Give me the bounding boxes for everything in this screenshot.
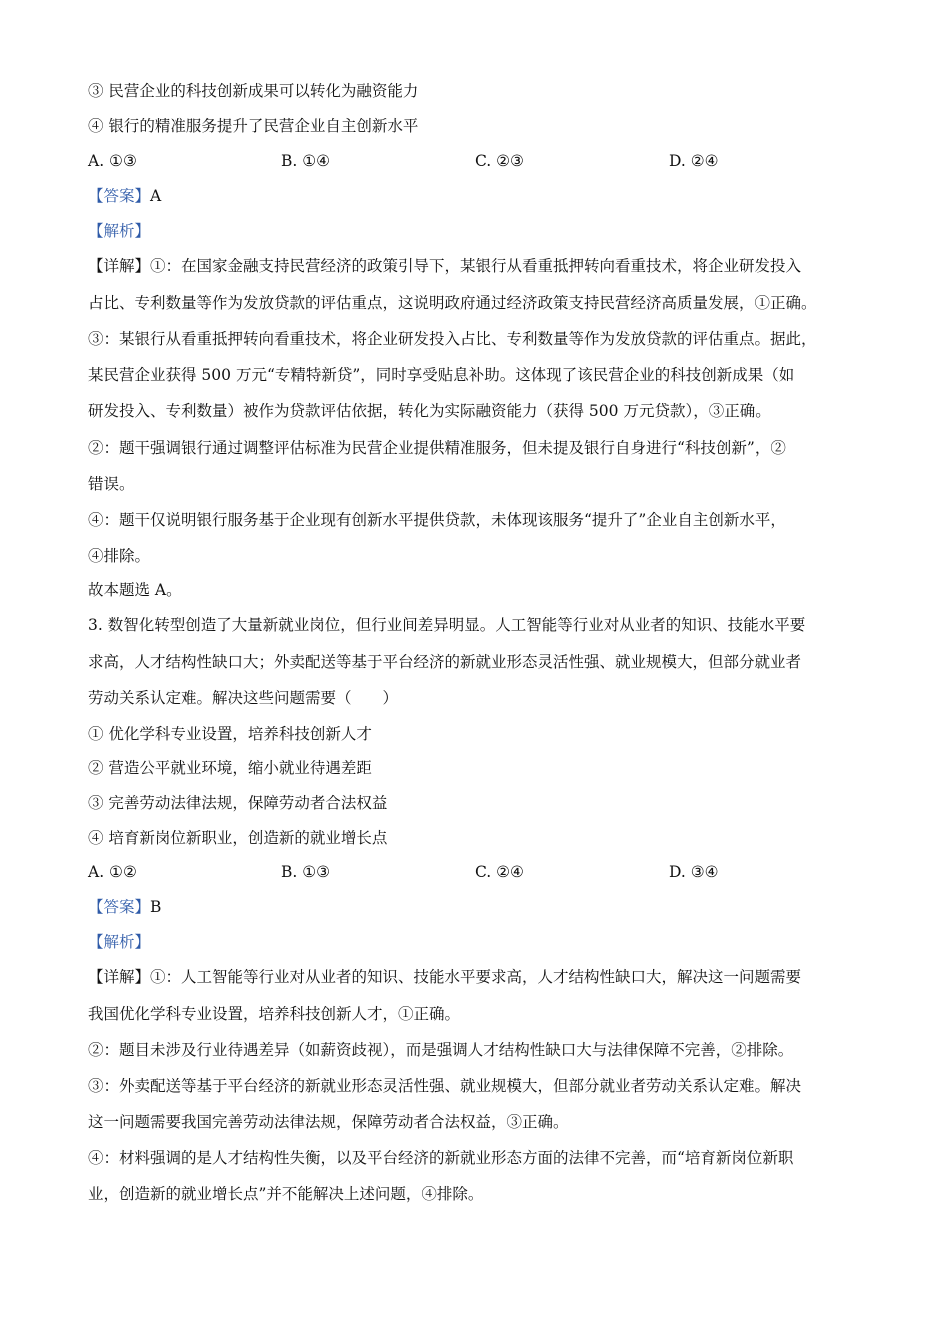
q2-option-a: A. ①③: [88, 152, 137, 170]
q3-option-b: B. ①③: [281, 863, 331, 881]
answer-tag: 【答案】: [88, 187, 151, 205]
q2-detail-line: ④排除。: [88, 547, 151, 565]
q3-detail-line: ②：题目未涉及行业待遇差异（如薪资歧视），而是强调人才结构性缺口大与法律保障不完善，②排除。: [88, 1041, 794, 1059]
q3-detail-line: 业，创造新的就业增长点”并不能解决上述问题，④排除。: [88, 1185, 484, 1203]
q2-detail-line: 某民营企业获得 500 万元“专精特新贷”，同时享受贴息补助。这体现了该民营企业的科技创新成果（如: [88, 366, 795, 384]
q3-answer: [88, 896, 161, 918]
q3-detail-line: ③：外卖配送等基于平台经济的新就业形态灵活性强、就业规模大，但部分就业者劳动关系认定难。解决: [88, 1077, 802, 1095]
q2-item-4: ④ 银行的精准服务提升了民营企业自主创新水平: [88, 117, 419, 135]
answer-tag: 【答案】: [88, 898, 151, 916]
q2-answer: [88, 185, 161, 207]
q3-item-2: ② 营造公平就业环境，缩小就业待遇差距: [88, 759, 372, 777]
analysis-tag: 【解析】: [88, 222, 151, 240]
q2-option-b: B. ①④: [281, 152, 331, 170]
q3-option-a: A. ①②: [88, 863, 137, 881]
q3-item-3: ③ 完善劳动法律法规，保障劳动者合法权益: [88, 794, 388, 812]
analysis-tag: 【解析】: [88, 933, 151, 951]
q2-option-c: C. ②③: [475, 152, 524, 170]
q2-analysis-tag: [88, 220, 150, 242]
q2-option-d: D. ②④: [669, 152, 719, 170]
q2-detail-line: ②：题干强调银行通过调整评估标准为民营企业提供精准服务，但未提及银行自身进行“科技创新”，②: [88, 439, 786, 457]
q3-stem-line: 求高，人才结构性缺口大；外卖配送等基于平台经济的新就业形态灵活性强、就业规模大，但部分就业者: [88, 653, 802, 671]
q2-detail-line: 【详解】①：在国家金融支持民营经济的政策引导下，某银行从看重抵押转向看重技术，将企业研发投入: [88, 257, 802, 275]
q3-analysis-tag: [88, 931, 150, 953]
q2-detail-line: 占比、专利数量等作为发放贷款的评估重点，这说明政府通过经济政策支持民营经济高质量发展，①正确。: [88, 294, 817, 312]
q3-stem-line: 3. 数智化转型创造了大量新就业岗位，但行业间差异明显。人工智能等行业对从业者的知识、技能水平要: [88, 616, 806, 634]
answer-value: A: [150, 187, 162, 205]
answer-value: B: [150, 898, 162, 916]
q3-detail-line: 这一问题需要我国完善劳动法律法规，保障劳动者合法权益，③正确。: [88, 1113, 569, 1131]
q3-option-c: C. ②④: [475, 863, 524, 881]
q2-conclusion: 故本题选 A。: [88, 581, 182, 599]
detail-tag: 【详解】: [88, 968, 151, 986]
q3-detail-line: 【详解】①：人工智能等行业对从业者的知识、技能水平要求高，人才结构性缺口大，解决这一问题需要: [88, 968, 802, 986]
q3-option-d: D. ③④: [669, 863, 719, 881]
q3-detail-line: ④：材料强调的是人才结构性失衡，以及平台经济的新就业形态方面的法律不完善，而“培育新岗位新职: [88, 1149, 794, 1167]
detail-tag: 【详解】: [88, 257, 151, 275]
q2-detail-line: ③：某银行从看重抵押转向看重技术，将企业研发投入占比、专利数量等作为发放贷款的评估重点。据此，: [88, 330, 817, 348]
q3-item-1: ① 优化学科专业设置，培养科技创新人才: [88, 725, 372, 743]
q2-item-3: ③ 民营企业的科技创新成果可以转化为融资能力: [88, 82, 419, 100]
q3-stem-line: 劳动关系认定难。解决这些问题需要（ ）: [88, 689, 399, 707]
q2-detail-line: 错误。: [88, 475, 135, 493]
q3-detail-line: 我国优化学科专业设置，培养科技创新人才，①正确。: [88, 1005, 461, 1023]
q2-detail-line: 研发投入、专利数量）被作为贷款评估依据，转化为实际融资能力（获得 500 万元贷款），③正确。: [88, 402, 771, 420]
q2-detail-line: ④：题干仅说明银行服务基于企业现有创新水平提供贷款，未体现该服务“提升了”企业自主创新水平，: [88, 511, 786, 529]
q3-item-4: ④ 培育新岗位新职业，创造新的就业增长点: [88, 829, 388, 847]
